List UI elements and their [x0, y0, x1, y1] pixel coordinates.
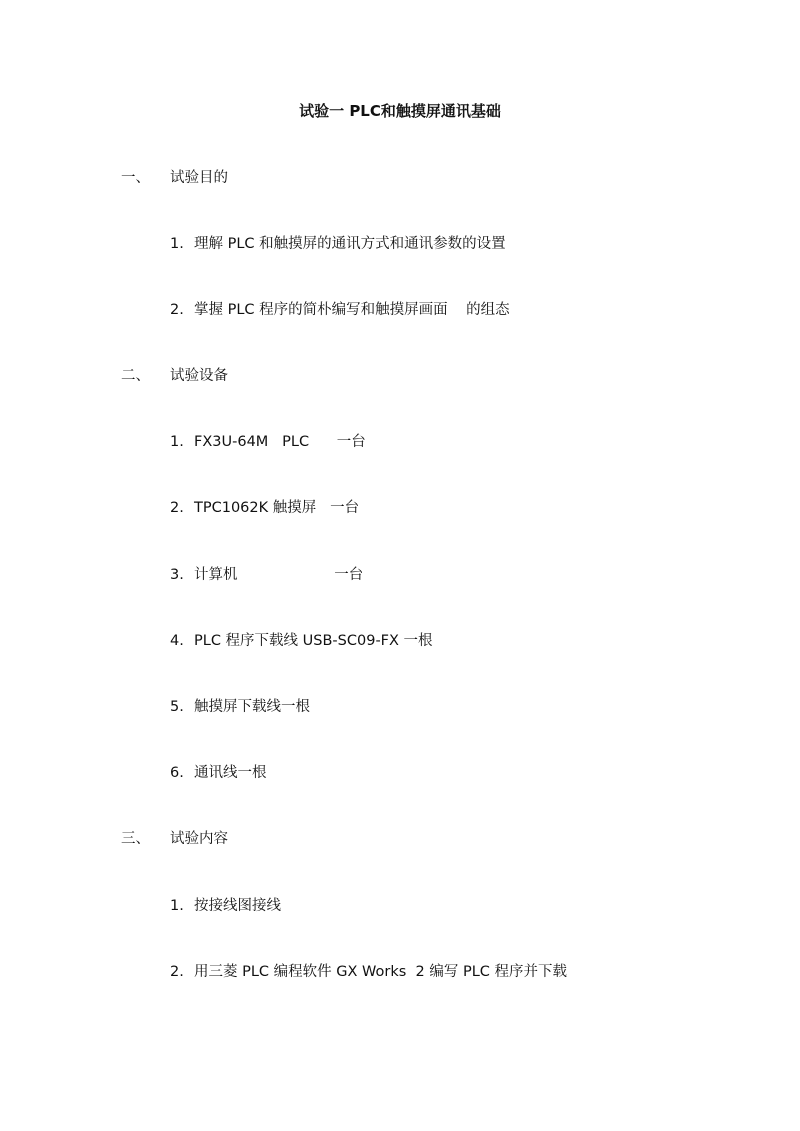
list-item-text: 用三菱 PLC 编程软件 GX Works 2 编写 PLC 程序并下载	[194, 964, 568, 980]
list-item-text: 通讯线一根	[194, 765, 267, 781]
list-item-number: 2.	[170, 964, 184, 980]
list-item-number: 1.	[170, 236, 184, 252]
list-item-number: 4.	[170, 633, 184, 649]
section-heading: 试验目的	[170, 170, 228, 186]
list-item-text: 计算机 一台	[194, 567, 364, 583]
list-item-number: 6.	[170, 765, 184, 781]
list-item-text: 触摸屏下载线一根	[194, 699, 310, 715]
list-item-number: 1.	[170, 434, 184, 450]
list-item-text: PLC 程序下载线 USB-SC09-FX 一根	[194, 633, 433, 649]
list-item-text: 按接线图接线	[194, 898, 281, 914]
list-item-text: TPC1062K 触摸屏 一台	[194, 500, 360, 516]
section-number: 三、	[121, 831, 150, 847]
section-number: 一、	[121, 170, 150, 186]
list-item-text: FX3U-64M PLC 一台	[194, 434, 366, 450]
section-heading: 试验内容	[170, 831, 228, 847]
list-item-text: 理解 PLC 和触摸屏的通讯方式和通讯参数的设置	[194, 236, 506, 252]
list-item-number: 5.	[170, 699, 184, 715]
list-item-number: 2.	[170, 302, 184, 318]
list-item-number: 1.	[170, 898, 184, 914]
section-heading: 试验设备	[170, 368, 228, 384]
list-item-number: 2.	[170, 500, 184, 516]
list-item-number: 3.	[170, 567, 184, 583]
section-number: 二、	[121, 368, 150, 384]
list-item-text: 掌握 PLC 程序的简朴编写和触摸屏画面 的组态	[194, 302, 510, 318]
document-title: 试验一 PLC和触摸屏通讯基础	[299, 102, 501, 120]
